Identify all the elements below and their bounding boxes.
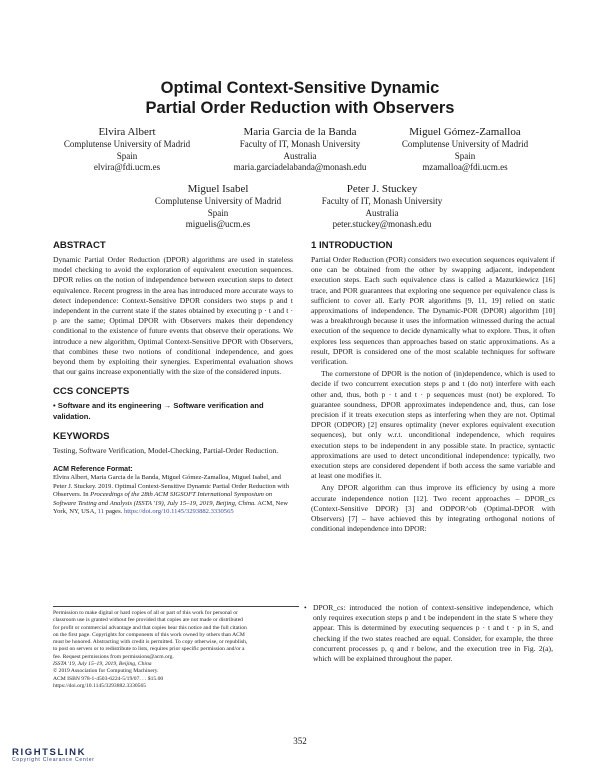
author-block-1	[52, 125, 202, 174]
permission-copyright: © 2019 Association for Computing Machinery.	[53, 668, 159, 675]
author-name: Peter J. Stuckey	[346, 183, 418, 195]
reference-format-heading: ACM Reference Format:	[53, 466, 133, 474]
permission-line: Permission to make digital or hard copies of all or part of this work for personal or	[53, 610, 238, 616]
permission-line: fee. Request permissions from permissions@acm.org.	[53, 653, 174, 660]
intro-paragraph-2: The cornerstone of DPOR is the notion of (in)dependence, which is used to decide if two concurrent execution steps p and t (do not) interfere with each other and, thus, both p · t and t · p sequences must (not) be explored. To guarantee soundness, DPOR approximates independence and, thus, can lose precision if it treats execution steps as interfering when they are not. Optimal DPOR (ODPOR) [2] ensures optimality (never explores equivalent execution sequences), but only w.r.t. unconditional independence, which requires execution steps to be independent in any possible state. In practice, syntactic approximations are used to detect unconditional independence: typically, two execution steps are considered dependent if both access the same variable and at least one modifies it.	[311, 369, 555, 481]
permission-notice	[53, 606, 299, 690]
reference-doi-link[interactable]: https://doi.org/10.1145/3293882.3330565	[123, 508, 234, 516]
keywords-heading: KEYWORDS	[53, 430, 110, 442]
author-name: Maria Garcia de la Banda	[243, 126, 357, 138]
author-name: Miguel Gómez-Zamalloa	[409, 126, 521, 138]
permission-line: must be honored. Abstracting with credit is permitted. To copy otherwise, or republish,	[53, 639, 248, 646]
author-block-5	[302, 182, 462, 231]
left-column	[53, 240, 293, 517]
right-column	[311, 240, 555, 534]
permission-line: for profit or commercial advantage and that copies bear this notice and the full citation	[53, 624, 247, 631]
author-country: Spain	[454, 150, 476, 161]
author-email: mzamalloa@fdi.ucm.es	[422, 162, 508, 172]
title-line-1: Optimal Context-Sensitive Dynamic	[160, 79, 440, 97]
author-country: Australia	[365, 207, 399, 218]
intro-paragraph-3: Any DPOR algorithm can thus improve its efficiency by using a more accurate independence notion [12]. Two recent approaches – DPOR_cs (Context-Sensitive DPOR) [3] and ODPOR^ob (Optimal-DPOR with Observers) [7] – have achieved this by integrating orthogonal notions of conditional independence into DPOR:	[311, 483, 555, 534]
page-number: 352	[293, 736, 307, 746]
author-email: maria.garciadelabanda@monash.edu	[233, 162, 367, 172]
paper-title	[0, 78, 600, 118]
abstract-heading: ABSTRACT	[53, 240, 106, 251]
author-country: Spain	[116, 150, 138, 161]
abstract-text: Dynamic Partial Order Reduction (DPOR) algorithms are used in stateless model checking to avoid the exploration of equivalent execution sequences. DPOR relies on the notion of independence between execution steps to detect equivalence. Recent progress in the area has introduced more accurate ways to detect independence: Context-Sensitive DPOR considers two steps p and t independent in the current state if the states obtained by executing p · t and t · p are the same; Optimal DPOR with Observers makes their dependency conditional to the existence of future events that observe their operations. We introduce a new algorithm, Optimal Context-Sensitive DPOR with Observers, that combines these two notions of conditional independence, and goes beyond them by exploiting their synergies. Experimental evaluation shows that our gains increase exponentially with the size of the considered inputs.	[53, 255, 293, 377]
rightslink-logo[interactable]	[12, 747, 95, 763]
reference-text-part2: ACM, New York, NY, USA,	[53, 499, 289, 516]
permission-line: to post on servers or to redistribute to lists, requires prior specific permission and/or a	[53, 646, 245, 653]
author-country: Australia	[283, 150, 317, 161]
reference-text-part1: Elvira Albert, Maria Garcia de la Banda, Miguel Gómez-Zamalloa, Miguel Isabel, and Peter J. Stuckey. 2019. Optimal Context-Sensitive Dynamic Partial Order Reduction with Observers. In	[53, 474, 289, 499]
author-affiliation: Complutense University of Madrid	[63, 139, 191, 149]
reference-venue: Proceedings of the 28th ACM SIGSOFT International Symposium on Software Testing and Analysis (ISSTA '19), July 15–19, 2019, Beijing, China.	[53, 491, 273, 507]
permission-conference: ISSTA '19, July 15–19, 2019, Beijing, China	[53, 661, 152, 668]
author-email: miguelis@ucm.es	[185, 219, 251, 229]
intro-paragraph-1: Partial Order Reduction (POR) considers two execution sequences equivalent if one can be obtained from the other by swapping adjacent, independent execution steps. Each such equivalence class is called a Mazurkiewicz [16] trace, and POR guarantees that exploring one sequence per equivalence class is sufficient to cover all. Early POR algorithms [9, 11, 19] relied on static approximations of independence. The Dynamic-POR (DPOR) algorithm [10] was a breakthrough because it uses the information witnessed during the actual execution of the sequence to decide dynamically what to explore. Thus, it often explores less sequences than approaches based on static approximations. As a result, DPOR is considered one of the most scalable techniques for software verification.	[311, 255, 555, 367]
reference-format-text	[53, 474, 293, 517]
permission-line: on the first page. Copyrights for components of this work owned by others than ACM	[53, 631, 245, 638]
author-country: Spain	[207, 207, 229, 218]
rightslink-logo-text: RIGHTSLINK	[12, 747, 87, 758]
bullet-dot-icon: •	[304, 603, 307, 612]
ccs-concept-item: • Software and its engineering → Software verification and validation.	[53, 401, 264, 421]
bullet-dpor-cs	[304, 603, 553, 664]
bullet-text: DPOR_cs: introduced the notion of context-sensitive independence, which only requires execution steps p and t be independent in the state S where they appear. This is determined by executing sequences p · t and t · p in S, and checking if the two states reached are equal. Consider, for example, the three concurrent processes p, q and r below, and the execution tree in Fig. 2(a), which will be explained throughout the paper.	[313, 603, 553, 664]
reference-format	[53, 465, 293, 517]
author-affiliation: Complutense University of Madrid	[154, 196, 282, 206]
ccs-heading: CCS CONCEPTS	[53, 386, 130, 398]
reference-text-part3: pages.	[104, 508, 124, 516]
permission-doi[interactable]: https://doi.org/10.1145/3293882.3330565	[53, 682, 147, 689]
permission-line: classroom use is granted without fee provided that copies are not made or distributed	[53, 617, 243, 624]
author-block-4	[138, 182, 298, 231]
rightslink-logo-subtext: Copyright Clearance Center	[12, 757, 95, 763]
author-name: Miguel Isabel	[187, 183, 249, 195]
keywords-text: Testing, Software Verification, Model-Checking, Partial-Order Reduction.	[53, 445, 279, 455]
author-affiliation: Complutense University of Madrid	[401, 139, 529, 149]
author-email: peter.stuckey@monash.edu	[332, 219, 432, 229]
author-name: Elvira Albert	[98, 126, 156, 138]
author-affiliation: Faculty of IT, Monash University	[239, 139, 361, 149]
introduction-heading: 1 INTRODUCTION	[311, 240, 393, 251]
title-line-2: Partial Order Reduction with Observers	[145, 99, 455, 117]
permission-isbn: ACM ISBN 978-1-4503-6224-5/19/07. . . $15.00	[53, 675, 164, 682]
author-affiliation: Faculty of IT, Monash University	[321, 196, 443, 206]
author-email: elvira@fdi.ucm.es	[93, 162, 161, 172]
author-block-2	[225, 125, 375, 174]
reference-pages-link[interactable]: 11	[97, 508, 105, 516]
author-block-3	[385, 125, 545, 174]
